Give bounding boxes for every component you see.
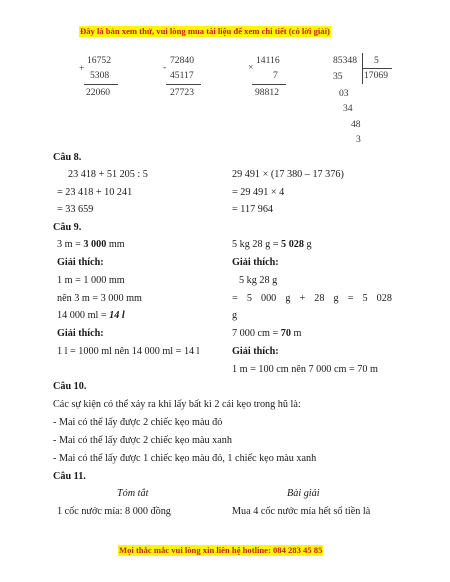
question-8-title: Câu 8.: [53, 152, 82, 163]
div-divisor-line: [362, 68, 392, 69]
div-divisor: 5: [374, 55, 379, 66]
div-step: 35: [333, 71, 343, 82]
q11-summary-line: 1 cốc nước mía: 8 000 đồng: [57, 506, 171, 517]
div-step: 48: [351, 119, 361, 130]
q9-explain-label: Giải thích:: [232, 346, 279, 357]
q9-answer-2: 14 000 ml = 14 l: [57, 310, 125, 321]
q8-left-line: = 23 418 + 10 241: [57, 187, 133, 198]
div-step: 3: [356, 134, 361, 145]
q8-left-line: 23 418 + 51 205 : 5: [68, 169, 148, 180]
q9-explain-line: 1 l = 1000 ml nên 14 000 ml = 14 l: [57, 346, 200, 357]
mul-result: 98812: [255, 87, 279, 98]
q11-solution-line: Mua 4 cốc nước mía hết số tiền là: [232, 506, 371, 517]
q9-explain-line: 1 m = 100 cm nên 7 000 cm = 70 m: [232, 364, 378, 375]
footer-banner: Mọi thắc mắc vui lòng xin liên hệ hotline: 084 283 45 85: [119, 545, 323, 555]
add-operand-b: 5308: [90, 70, 110, 81]
mul-operand-b: 7: [273, 70, 278, 81]
q10-item: - Mai có thể lấy được 2 chiếc kẹo màu xanh: [53, 435, 232, 446]
add-result-line: [84, 84, 118, 85]
div-step: 34: [343, 103, 353, 114]
sub-result-line: [166, 84, 201, 85]
div-step: 03: [339, 88, 349, 99]
q9-explain-label: Giải thích:: [232, 257, 279, 268]
q10-item: - Mai có thể lấy được 2 chiếc kẹo màu đỏ: [53, 417, 223, 428]
sub-result: 27723: [170, 87, 194, 98]
q8-right-line: = 117 964: [232, 204, 274, 215]
q8-right-line: 29 491 × (17 380 – 17 376): [232, 169, 344, 180]
add-result: 22060: [86, 87, 110, 98]
q9-explain-line: g: [232, 310, 238, 321]
add-operand-a: 16752: [87, 55, 111, 66]
q9-explain-label: Giải thích:: [57, 257, 104, 268]
q8-right-line: = 29 491 × 4: [232, 187, 285, 198]
mul-operand-a: 14116: [256, 55, 280, 66]
q9-explain-line: 5 kg 28 g: [239, 275, 278, 286]
q9-explain-label: Giải thích:: [57, 328, 104, 339]
div-dividend: 85348: [333, 55, 357, 66]
minus-sign: -: [163, 62, 167, 73]
q9-explain-line: 1 m = 1 000 mm: [57, 275, 125, 286]
q9-answer-4: 7 000 cm = 70 m: [232, 328, 302, 339]
q9-justified-line: = 5 000 g + 28 g = 5 028: [232, 293, 392, 304]
header-banner: Đây là bản xem thử, vui lòng mua tài liệu để xem chi tiết (có lời giải): [80, 26, 330, 36]
q8-left-line: = 33 659: [57, 204, 94, 215]
times-sign: ×: [248, 62, 254, 73]
div-quotient: 17069: [364, 70, 388, 81]
q9-answer-1: 3 m = 3 000 mm: [57, 239, 125, 250]
q9-answer-3: 5 kg 28 g = 5 028 g: [232, 239, 312, 250]
sub-operand-a: 72840: [170, 55, 194, 66]
plus-sign: +: [79, 63, 85, 74]
sub-operand-b: 45117: [170, 70, 194, 81]
q9-explain-line: nên 3 m = 3 000 mm: [57, 293, 142, 304]
question-10-title: Câu 10.: [53, 381, 87, 392]
q11-solution-heading: Bài giải: [287, 488, 320, 499]
q11-summary-heading: Tóm tắt: [117, 488, 149, 499]
question-9-title: Câu 9.: [53, 222, 82, 233]
question-11-title: Câu 11.: [53, 471, 86, 482]
q10-item: - Mai có thể lấy được 1 chiếc kẹo màu đỏ, 1 chiếc kẹo màu xanh: [53, 453, 317, 464]
mul-result-line: [252, 84, 286, 85]
q10-intro: Các sự kiện có thể xảy ra khi lấy bất kì 2 cái kẹo trong hũ là:: [53, 399, 301, 410]
